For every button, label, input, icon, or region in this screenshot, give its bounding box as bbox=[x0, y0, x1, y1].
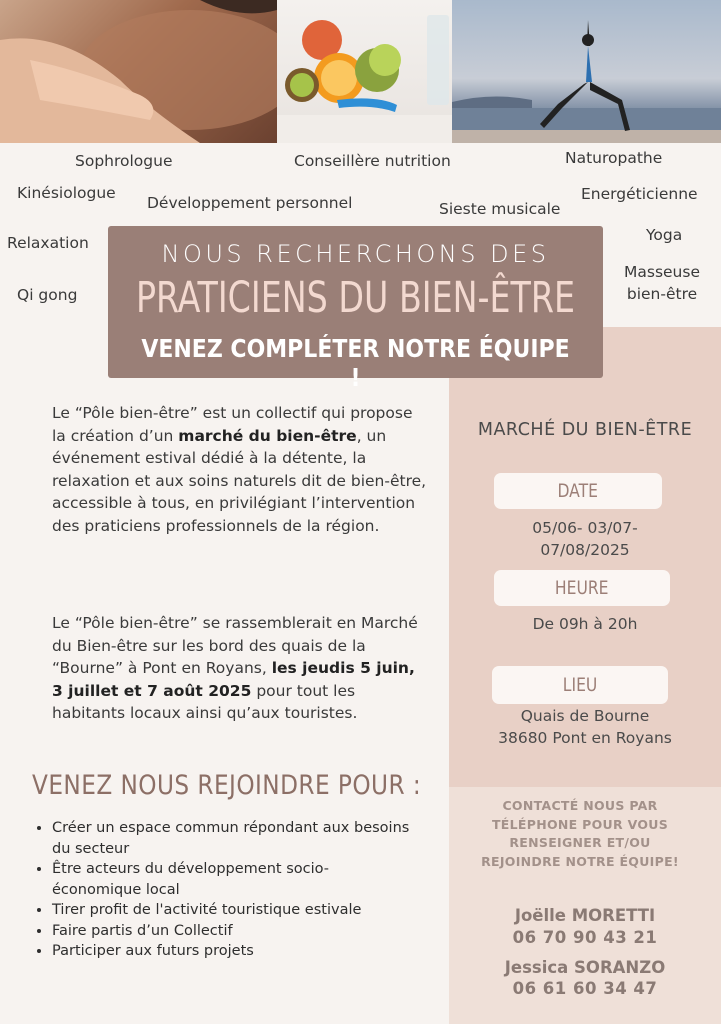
list-item: • Participer aux futurs projets bbox=[52, 941, 412, 962]
contact-phone-1: 06 70 90 43 21 bbox=[512, 928, 658, 947]
banner-line-3: VENEZ COMPLÉTER NOTRE ÉQUIPE ! bbox=[141, 334, 570, 392]
intro-p1-start: Le “Pôle bien-être” est un collectif qui propose la création d’un bbox=[52, 404, 413, 445]
keyword-yoga: Yoga bbox=[646, 226, 683, 244]
keyword-relaxation: Relaxation bbox=[7, 234, 89, 252]
place-line-1: Quais de Bourne bbox=[520, 707, 650, 725]
list-item: • Être acteurs du développement socio-économique local bbox=[52, 859, 412, 900]
fruit-photo bbox=[277, 0, 452, 143]
contact-note: CONTACTÉ NOUS PAR TÉLÉPHONE POUR VOUS RENSEIGNER ET/OU REJOINDRE NOTRE ÉQUIPE! bbox=[481, 798, 679, 869]
place-label: LIEU bbox=[562, 674, 598, 696]
date-value bbox=[449, 517, 721, 561]
keyword-naturopathe: Naturopathe bbox=[565, 149, 663, 167]
intro-paragraph-2 bbox=[52, 612, 427, 725]
date-label: DATE bbox=[557, 480, 599, 502]
keyword-sieste-musicale: Sieste musicale bbox=[439, 200, 561, 218]
keyword-sophrologue: Sophrologue bbox=[75, 152, 173, 170]
date-label-pill bbox=[494, 473, 662, 509]
date-line-1: 05/06- 03/07- bbox=[532, 519, 638, 537]
keyword-kinesiologue: Kinésiologue bbox=[17, 184, 116, 202]
time-label: HEURE bbox=[555, 577, 609, 599]
keyword-conseillere-nutrition: Conseillère nutrition bbox=[294, 152, 451, 170]
date-line-2: 07/08/2025 bbox=[540, 541, 630, 559]
keyword-qi-gong: Qi gong bbox=[17, 286, 78, 304]
intro-p1-bold: marché du bien-être bbox=[178, 426, 357, 445]
keyword-masseuse-line2: bien-être bbox=[626, 285, 698, 303]
place-line-2: 38680 Pont en Royans bbox=[498, 729, 672, 747]
banner-line-1: NOUS RECHERCHONS DES bbox=[161, 240, 550, 268]
intro-p1-end: , un événement estival dédié à la détente, la relaxation et aux soins naturels dit de bien-être, accessible à tous, en privilégiant l’intervention des praticiens professionnels de la région. bbox=[52, 426, 427, 535]
time-value: De 09h à 20h bbox=[532, 615, 638, 633]
list-item: • Faire partis d’un Collectif bbox=[52, 921, 412, 942]
headline-banner bbox=[108, 226, 603, 392]
contact-name-2: Jessica SORANZO bbox=[504, 958, 666, 977]
contact-phone-2: 06 61 60 34 47 bbox=[512, 979, 658, 998]
time-label-pill bbox=[494, 570, 670, 606]
keyword-energeticienne: Energéticienne bbox=[581, 185, 698, 203]
keyword-masseuse bbox=[612, 261, 712, 305]
list-item: • Créer un espace commun répondant aux besoins du secteur bbox=[52, 818, 412, 859]
list-item: • Tirer profit de l'activité touristique estivale bbox=[52, 900, 412, 921]
yoga-photo bbox=[452, 0, 721, 143]
keyword-developpement-personnel: Développement personnel bbox=[147, 194, 353, 212]
contact-name-1: Joëlle MORETTI bbox=[514, 906, 656, 925]
join-title: VENEZ NOUS REJOINDRE POUR : bbox=[32, 770, 422, 801]
join-list bbox=[30, 818, 412, 962]
keyword-masseuse-line1: Masseuse bbox=[624, 263, 700, 281]
place-value bbox=[449, 705, 721, 749]
place-label-pill bbox=[492, 666, 668, 704]
banner-line-2: PRATICIENS DU BIEN-ÊTRE bbox=[135, 272, 576, 323]
market-title: MARCHÉ DU BIEN-ÊTRE bbox=[477, 420, 693, 440]
intro-p2-end: pour tout les habitants locaux ainsi qu’aux touristes. bbox=[52, 681, 358, 722]
intro-paragraph-1 bbox=[52, 402, 427, 537]
intro-p2-start: Le “Pôle bien-être” se rassemblerait en Marché du Bien-être sur les bord des quais de la “Bourne” à Pont en Royans, bbox=[52, 614, 418, 677]
intro-p2-bold: les jeudis 5 juin, 3 juillet et 7 août 2025 bbox=[52, 659, 415, 700]
massage-photo bbox=[0, 0, 277, 143]
